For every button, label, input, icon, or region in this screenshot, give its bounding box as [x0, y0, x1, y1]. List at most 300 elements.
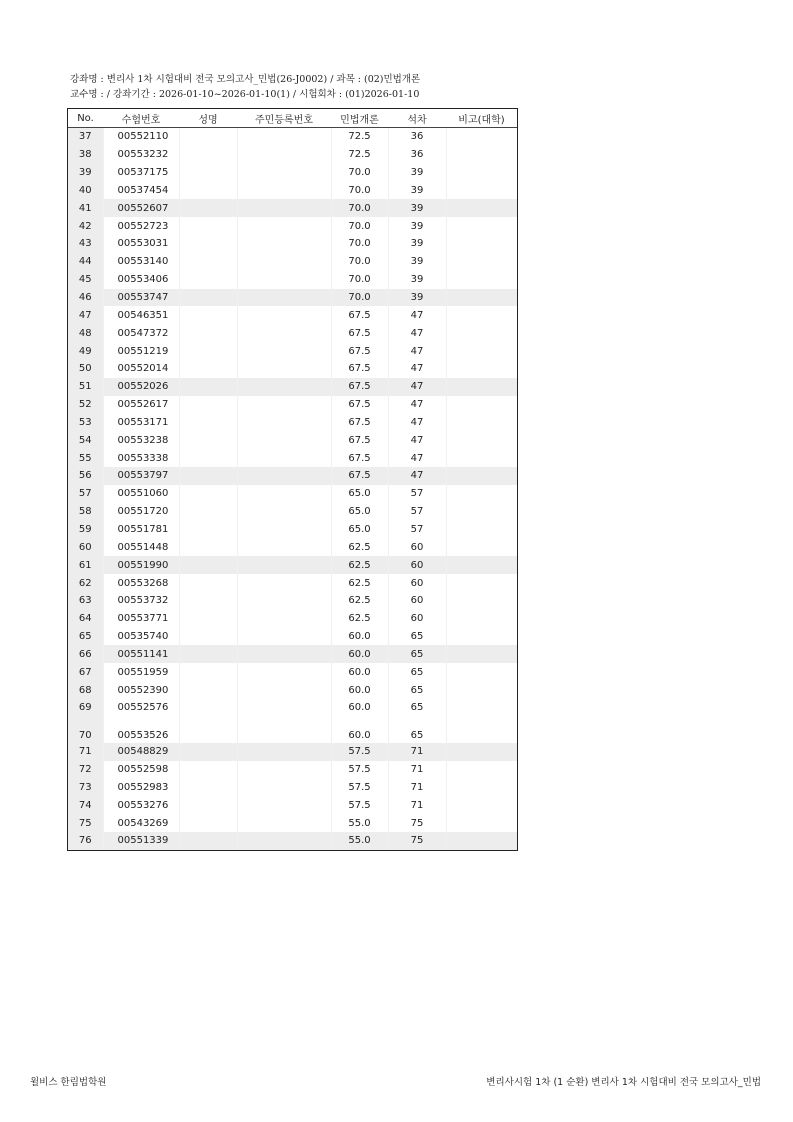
cell-name [179, 592, 237, 610]
cell-note [446, 592, 517, 610]
cell-rrn [237, 485, 331, 503]
cell-exam-number: 00553747 [103, 289, 179, 307]
cell-note [446, 342, 517, 360]
footer-exam-title: 변리사시험 1차 (1 순환) 변리사 1차 시험대비 전국 모의고사_민법 [486, 1077, 761, 1088]
cell-rrn [237, 164, 331, 182]
table-row [68, 199, 517, 217]
cell-civil-law-score: 62.5 [331, 538, 388, 556]
table-row [68, 681, 517, 699]
cell-exam-number: 00551781 [103, 521, 179, 539]
table-row [68, 699, 517, 717]
cell-exam-number: 00548829 [103, 743, 179, 761]
cell-rrn [237, 761, 331, 779]
cell-note [446, 761, 517, 779]
cell-name [179, 832, 237, 850]
cell-rrn [237, 271, 331, 289]
table-row [68, 235, 517, 253]
cell-civil-law-score: 55.0 [331, 832, 388, 850]
table-row [68, 717, 517, 743]
cell-rrn [237, 467, 331, 485]
cell-no: 41 [68, 199, 103, 217]
cell-note [446, 289, 517, 307]
cell-rrn [237, 503, 331, 521]
cell-no: 53 [68, 414, 103, 432]
cell-civil-law-score: 57.5 [331, 743, 388, 761]
cell-exam-number: 00552390 [103, 681, 179, 699]
cell-no: 49 [68, 342, 103, 360]
cell-note [446, 378, 517, 396]
cell-rank: 47 [388, 360, 446, 378]
cell-rank: 60 [388, 538, 446, 556]
cell-rank: 36 [388, 128, 446, 146]
cell-no: 73 [68, 779, 103, 797]
table-row [68, 503, 517, 521]
cell-rank: 60 [388, 592, 446, 610]
cell-name [179, 342, 237, 360]
cell-exam-number: 00552617 [103, 396, 179, 414]
cell-civil-law-score: 70.0 [331, 217, 388, 235]
cell-civil-law-score: 60.0 [331, 681, 388, 699]
cell-note [446, 128, 517, 146]
cell-note [446, 574, 517, 592]
cell-rank: 71 [388, 761, 446, 779]
table-row [68, 342, 517, 360]
cell-exam-number: 00551720 [103, 503, 179, 521]
cell-exam-number: 00553238 [103, 431, 179, 449]
cell-rank: 65 [388, 628, 446, 646]
cell-civil-law-score: 65.0 [331, 485, 388, 503]
cell-exam-number: 00551219 [103, 342, 179, 360]
cell-no: 59 [68, 521, 103, 539]
cell-rank: 75 [388, 832, 446, 850]
cell-name [179, 449, 237, 467]
cell-rrn [237, 182, 331, 200]
cell-exam-number: 00552576 [103, 699, 179, 717]
cell-exam-number: 00553732 [103, 592, 179, 610]
cell-rank: 57 [388, 521, 446, 539]
cell-rank: 65 [388, 681, 446, 699]
cell-no: 63 [68, 592, 103, 610]
cell-note [446, 414, 517, 432]
cell-rrn [237, 128, 331, 146]
cell-exam-number: 00553338 [103, 449, 179, 467]
cell-civil-law-score: 67.5 [331, 396, 388, 414]
cell-note [446, 467, 517, 485]
cell-name [179, 645, 237, 663]
cell-rrn [237, 324, 331, 342]
cell-rank: 47 [388, 449, 446, 467]
cell-exam-number: 00537454 [103, 182, 179, 200]
cell-civil-law-score: 67.5 [331, 306, 388, 324]
cell-civil-law-score: 67.5 [331, 414, 388, 432]
table-row [68, 289, 517, 307]
cell-no: 39 [68, 164, 103, 182]
table-row [68, 814, 517, 832]
table-row [68, 592, 517, 610]
cell-rrn [237, 342, 331, 360]
cell-rrn [237, 556, 331, 574]
cell-rank: 39 [388, 271, 446, 289]
cell-note [446, 360, 517, 378]
table-row [68, 182, 517, 200]
cell-note [446, 306, 517, 324]
cell-rank: 60 [388, 574, 446, 592]
cell-name [179, 360, 237, 378]
table-row [68, 271, 517, 289]
cell-note [446, 199, 517, 217]
table-row [68, 306, 517, 324]
cell-note [446, 521, 517, 539]
cell-no: 72 [68, 761, 103, 779]
col-header-no: No. [68, 109, 103, 128]
cell-civil-law-score: 55.0 [331, 814, 388, 832]
cell-no: 44 [68, 253, 103, 271]
cell-rrn [237, 814, 331, 832]
table-row [68, 128, 517, 146]
cell-name [179, 128, 237, 146]
table-row [68, 253, 517, 271]
cell-note [446, 146, 517, 164]
cell-rrn [237, 574, 331, 592]
cell-rank: 75 [388, 814, 446, 832]
cell-note [446, 503, 517, 521]
cell-no: 69 [68, 699, 103, 717]
cell-no: 50 [68, 360, 103, 378]
table-row [68, 146, 517, 164]
cell-no: 75 [68, 814, 103, 832]
cell-rrn [237, 306, 331, 324]
cell-name [179, 574, 237, 592]
table-row [68, 779, 517, 797]
cell-note [446, 182, 517, 200]
cell-note [446, 779, 517, 797]
cell-rrn [237, 663, 331, 681]
cell-exam-number: 00553797 [103, 467, 179, 485]
cell-rank: 36 [388, 146, 446, 164]
cell-civil-law-score: 70.0 [331, 164, 388, 182]
cell-rank: 39 [388, 217, 446, 235]
table-row [68, 610, 517, 628]
col-header-exam-number: 수험번호 [103, 109, 179, 128]
cell-civil-law-score: 70.0 [331, 199, 388, 217]
table-row [68, 431, 517, 449]
cell-rank: 60 [388, 556, 446, 574]
cell-rrn [237, 449, 331, 467]
cell-note [446, 449, 517, 467]
cell-civil-law-score: 65.0 [331, 521, 388, 539]
cell-civil-law-score: 67.5 [331, 467, 388, 485]
results-table-frame [67, 108, 518, 851]
table-row [68, 324, 517, 342]
cell-no: 52 [68, 396, 103, 414]
cell-rank: 65 [388, 717, 446, 743]
cell-rrn [237, 717, 331, 743]
cell-note [446, 681, 517, 699]
cell-name [179, 467, 237, 485]
cell-name [179, 743, 237, 761]
cell-exam-number: 00552598 [103, 761, 179, 779]
cell-rank: 57 [388, 485, 446, 503]
table-row [68, 628, 517, 646]
cell-no: 42 [68, 217, 103, 235]
footer-academy-name: 윌비스 한림법학원 [30, 1077, 107, 1088]
cell-rrn [237, 521, 331, 539]
cell-note [446, 610, 517, 628]
table-header-row [68, 109, 517, 128]
report-header [70, 72, 420, 102]
cell-exam-number: 00551141 [103, 645, 179, 663]
cell-note [446, 796, 517, 814]
cell-name [179, 253, 237, 271]
cell-name [179, 182, 237, 200]
cell-rrn [237, 538, 331, 556]
cell-civil-law-score: 70.0 [331, 182, 388, 200]
cell-rrn [237, 396, 331, 414]
cell-name [179, 779, 237, 797]
cell-no: 56 [68, 467, 103, 485]
cell-rrn [237, 199, 331, 217]
cell-no: 48 [68, 324, 103, 342]
cell-no: 76 [68, 832, 103, 850]
cell-exam-number: 00551959 [103, 663, 179, 681]
cell-name [179, 628, 237, 646]
cell-name [179, 681, 237, 699]
cell-exam-number: 00546351 [103, 306, 179, 324]
cell-rrn [237, 592, 331, 610]
cell-civil-law-score: 72.5 [331, 146, 388, 164]
cell-note [446, 485, 517, 503]
cell-rrn [237, 699, 331, 717]
cell-rrn [237, 378, 331, 396]
cell-name [179, 431, 237, 449]
cell-civil-law-score: 67.5 [331, 360, 388, 378]
cell-rrn [237, 610, 331, 628]
cell-rank: 65 [388, 663, 446, 681]
cell-no: 51 [68, 378, 103, 396]
cell-note [446, 538, 517, 556]
table-row [68, 378, 517, 396]
cell-civil-law-score: 67.5 [331, 378, 388, 396]
table-row [68, 467, 517, 485]
cell-exam-number: 00553771 [103, 610, 179, 628]
cell-exam-number: 00553031 [103, 235, 179, 253]
cell-note [446, 699, 517, 717]
cell-no: 57 [68, 485, 103, 503]
cell-rank: 65 [388, 699, 446, 717]
cell-name [179, 414, 237, 432]
cell-exam-number: 00552014 [103, 360, 179, 378]
cell-civil-law-score: 70.0 [331, 235, 388, 253]
cell-exam-number: 00553171 [103, 414, 179, 432]
cell-no: 54 [68, 431, 103, 449]
cell-no: 46 [68, 289, 103, 307]
table-row [68, 449, 517, 467]
cell-exam-number: 00551060 [103, 485, 179, 503]
cell-rank: 39 [388, 199, 446, 217]
cell-name [179, 306, 237, 324]
cell-no: 43 [68, 235, 103, 253]
cell-exam-number: 00553276 [103, 796, 179, 814]
cell-note [446, 235, 517, 253]
cell-name [179, 538, 237, 556]
cell-rrn [237, 360, 331, 378]
cell-name [179, 217, 237, 235]
cell-civil-law-score: 60.0 [331, 717, 388, 743]
cell-name [179, 271, 237, 289]
cell-exam-number: 00553526 [103, 717, 179, 743]
cell-civil-law-score: 62.5 [331, 592, 388, 610]
col-header-note: 비고(대학) [446, 109, 517, 128]
cell-exam-number: 00553268 [103, 574, 179, 592]
table-row [68, 663, 517, 681]
cell-name [179, 814, 237, 832]
cell-no: 74 [68, 796, 103, 814]
cell-civil-law-score: 60.0 [331, 628, 388, 646]
table-row [68, 761, 517, 779]
cell-no: 64 [68, 610, 103, 628]
cell-civil-law-score: 67.5 [331, 431, 388, 449]
cell-no: 68 [68, 681, 103, 699]
cell-exam-number: 00551990 [103, 556, 179, 574]
cell-civil-law-score: 62.5 [331, 574, 388, 592]
cell-name [179, 164, 237, 182]
cell-rank: 47 [388, 467, 446, 485]
cell-civil-law-score: 60.0 [331, 663, 388, 681]
cell-exam-number: 00547372 [103, 324, 179, 342]
cell-exam-number: 00551448 [103, 538, 179, 556]
cell-note [446, 253, 517, 271]
cell-rank: 39 [388, 289, 446, 307]
cell-no: 58 [68, 503, 103, 521]
cell-rank: 71 [388, 796, 446, 814]
cell-exam-number: 00553140 [103, 253, 179, 271]
table-row [68, 574, 517, 592]
cell-no: 66 [68, 645, 103, 663]
cell-note [446, 832, 517, 850]
cell-civil-law-score: 62.5 [331, 556, 388, 574]
cell-civil-law-score: 67.5 [331, 342, 388, 360]
cell-rrn [237, 645, 331, 663]
cell-civil-law-score: 60.0 [331, 645, 388, 663]
cell-rank: 47 [388, 306, 446, 324]
cell-rrn [237, 681, 331, 699]
table-row [68, 164, 517, 182]
cell-exam-number: 00552110 [103, 128, 179, 146]
cell-civil-law-score: 70.0 [331, 289, 388, 307]
cell-rank: 39 [388, 235, 446, 253]
cell-note [446, 164, 517, 182]
cell-note [446, 717, 517, 743]
cell-rrn [237, 414, 331, 432]
cell-no: 47 [68, 306, 103, 324]
cell-name [179, 761, 237, 779]
cell-civil-law-score: 65.0 [331, 503, 388, 521]
period-info-line: 교수명 : / 강좌기간 : 2026-01-10~2026-01-10(1) / 시험회차 : (01)2026-01-10 [70, 89, 420, 100]
cell-note [446, 324, 517, 342]
cell-name [179, 324, 237, 342]
course-info-line: 강좌명 : 변리사 1차 시험대비 전국 모의고사_민법(26-J0002) / 과목 : (02)민법개론 [70, 74, 421, 85]
cell-no: 70 [68, 717, 103, 743]
table-row [68, 538, 517, 556]
table-row [68, 396, 517, 414]
cell-no: 62 [68, 574, 103, 592]
cell-exam-number: 00553232 [103, 146, 179, 164]
cell-exam-number: 00552723 [103, 217, 179, 235]
cell-name [179, 485, 237, 503]
cell-name [179, 378, 237, 396]
table-row [68, 217, 517, 235]
cell-rank: 60 [388, 610, 446, 628]
cell-name [179, 521, 237, 539]
cell-name [179, 663, 237, 681]
cell-no: 45 [68, 271, 103, 289]
cell-rrn [237, 217, 331, 235]
cell-note [446, 396, 517, 414]
cell-name [179, 199, 237, 217]
cell-rrn [237, 235, 331, 253]
cell-rrn [237, 431, 331, 449]
cell-civil-law-score: 70.0 [331, 271, 388, 289]
cell-civil-law-score: 60.0 [331, 699, 388, 717]
cell-rrn [237, 289, 331, 307]
cell-no: 38 [68, 146, 103, 164]
cell-name [179, 796, 237, 814]
cell-note [446, 743, 517, 761]
cell-exam-number: 00535740 [103, 628, 179, 646]
table-row [68, 556, 517, 574]
cell-name [179, 146, 237, 164]
table-row [68, 796, 517, 814]
cell-no: 60 [68, 538, 103, 556]
cell-name [179, 717, 237, 743]
cell-rank: 47 [388, 396, 446, 414]
cell-no: 40 [68, 182, 103, 200]
cell-civil-law-score: 57.5 [331, 779, 388, 797]
table-row [68, 832, 517, 850]
cell-name [179, 503, 237, 521]
cell-rank: 47 [388, 414, 446, 432]
cell-exam-number: 00543269 [103, 814, 179, 832]
cell-civil-law-score: 62.5 [331, 610, 388, 628]
cell-note [446, 431, 517, 449]
cell-rrn [237, 796, 331, 814]
cell-note [446, 814, 517, 832]
cell-rank: 57 [388, 503, 446, 521]
cell-civil-law-score: 57.5 [331, 796, 388, 814]
cell-note [446, 556, 517, 574]
col-header-rrn: 주민등록번호 [237, 109, 331, 128]
cell-rrn [237, 628, 331, 646]
cell-rrn [237, 146, 331, 164]
cell-rank: 39 [388, 182, 446, 200]
cell-note [446, 271, 517, 289]
cell-name [179, 289, 237, 307]
cell-exam-number: 00552026 [103, 378, 179, 396]
cell-rank: 71 [388, 779, 446, 797]
cell-rank: 65 [388, 645, 446, 663]
cell-civil-law-score: 67.5 [331, 324, 388, 342]
col-header-civil-law-score: 민법개론 [331, 109, 388, 128]
cell-no: 37 [68, 128, 103, 146]
cell-name [179, 610, 237, 628]
cell-no: 61 [68, 556, 103, 574]
cell-name [179, 396, 237, 414]
col-header-rank: 석차 [388, 109, 446, 128]
cell-rank: 47 [388, 431, 446, 449]
cell-no: 71 [68, 743, 103, 761]
cell-no: 55 [68, 449, 103, 467]
cell-rank: 39 [388, 253, 446, 271]
